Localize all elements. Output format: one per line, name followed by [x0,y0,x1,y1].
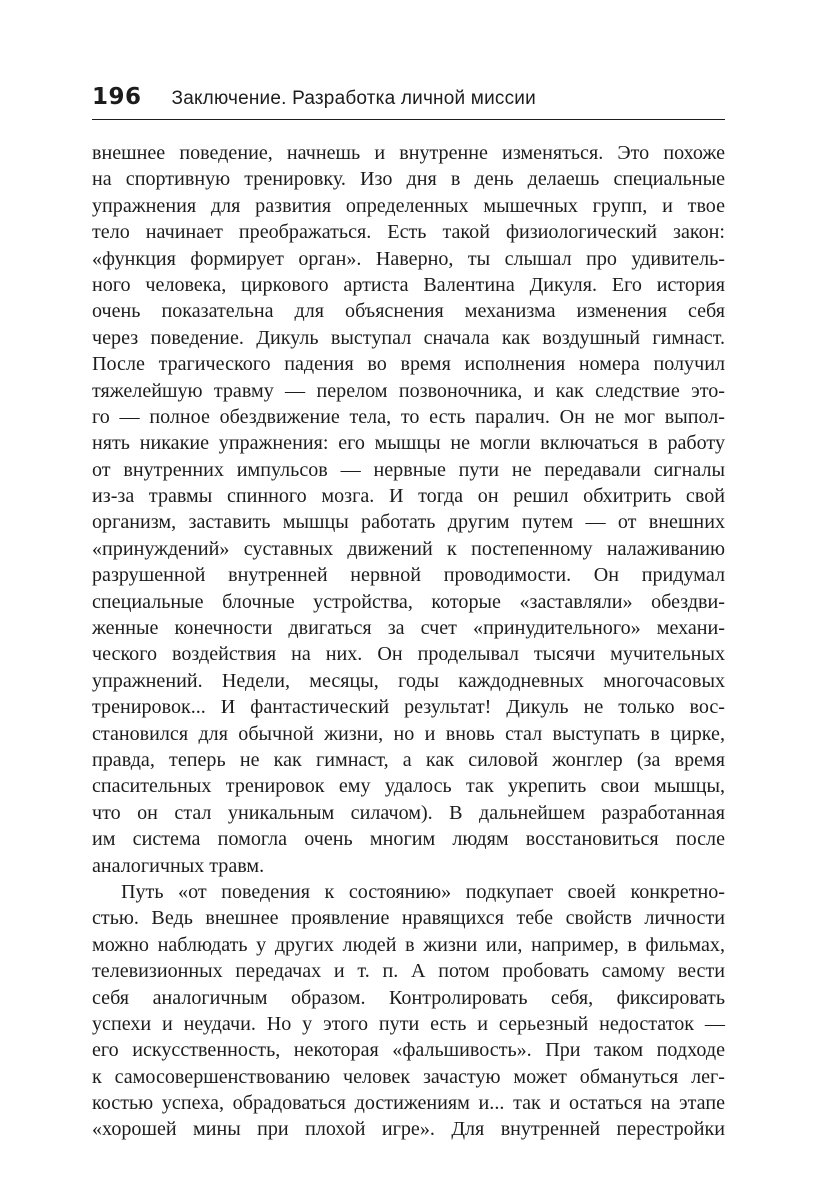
text-line: становился для обычной жизни, но и вновь стал выступать в цирке, [92,722,725,745]
text-line: тело начинает преображаться. Есть такой физиологический закон: [92,221,725,244]
text-line: очень показательна для объяснения механизма изменения себя [92,300,725,323]
text-line: «принуждений» суставных движений к постепенному налаживанию [92,537,725,560]
text-line: правда, теперь не как гимнаст, а как силовой жонглер (за время [92,748,725,771]
text-line: ного человека, циркового артиста Валентина Дикуля. Его история [92,273,725,296]
text-line: спасительных тренировок ему удалось так укрепить свои мышцы, [92,775,725,798]
text-line: что он стал уникальным силачом). В дальнейшем разработанная [92,801,725,824]
paragraph-1 [92,140,725,879]
text-line: ческого воздействия на них. Он проделывал тысячи мучительных [92,643,725,666]
text-line: его искусственность, некоторая «фальшивость». При таком подходе [92,1039,725,1062]
text-line: от внутренних импульсов — нервные пути не передавали сигналы [92,458,725,481]
body-text [92,140,725,1143]
text-line: «хорошей мины при плохой игре». Для внутренней перестройки [92,1118,725,1141]
page-number: 196 [92,84,142,110]
running-head [92,84,724,118]
text-line: После трагического падения во время исполнения номера получил [92,353,725,376]
chapter-title: Заключение. Разработка личной миссии [171,88,536,109]
text-line: организм, заставить мышцы работать другим путем — от внешних [92,511,725,534]
text-line: Путь «от поведения к состоянию» подкупает своей конкретно- [121,880,725,903]
text-line: упражнения для развития определенных мышечных групп, и твое [92,194,725,217]
text-line: тренировок... И фантастический результат! Дикуль не только вос- [92,696,725,719]
text-line: женные конечности двигаться за счет «принудительного» механи- [92,617,725,640]
text-line: можно наблюдать у других людей в жизни или, например, в фильмах, [92,933,725,956]
text-line: на спортивную тренировку. Изо дня в день делаешь специальные [92,168,725,191]
text-line: через поведение. Дикуль выступал сначала как воздушный гимнаст. [92,326,725,349]
text-line: упражнений. Недели, месяцы, годы каждодневных многочасовых [92,669,725,692]
text-line: им система помогла очень многим людям восстановиться после [92,828,725,851]
text-line: костью успеха, обрадоваться достижениям и... так и остаться на этапе [92,1092,725,1115]
text-line: аналогичных травм. [92,854,265,877]
text-line: к самосовершенствованию человек зачастую может обмануться лег- [92,1065,725,1088]
text-line: тяжелейшую травму — перелом позвоночника, и как следствие это- [92,379,725,402]
text-line: из-за травмы спинного мозга. И тогда он решил обхитрить свой [92,485,725,508]
paragraph-2 [92,879,725,1143]
text-line: внешнее поведение, начнешь и внутренне изменяться. Это похоже [92,142,725,164]
text-line: нять никакие упражнения: его мышцы не могли включаться в работу [92,432,725,455]
text-line: разрушенной внутренней нервной проводимости. Он придумал [92,564,725,587]
text-line: успехи и неудачи. Но у этого пути есть и серьезный недостаток — [92,1012,725,1035]
text-line: стью. Ведь внешнее проявление нравящихся тебе свойств личности [92,907,725,930]
text-line: телевизионных передачах и т. п. А потом пробовать самому вести [92,960,725,983]
header-divider [92,119,725,120]
text-line: го — полное обездвижение тела, то есть паралич. Он не мог выпол- [92,405,725,428]
text-line: специальные блочные устройства, которые «заставляли» обездви- [92,590,725,613]
text-line: «функция формирует орган». Наверно, ты слышал про удивитель- [92,247,725,270]
text-line: себя аналогичным образом. Контролировать себя, фиксировать [92,986,725,1009]
